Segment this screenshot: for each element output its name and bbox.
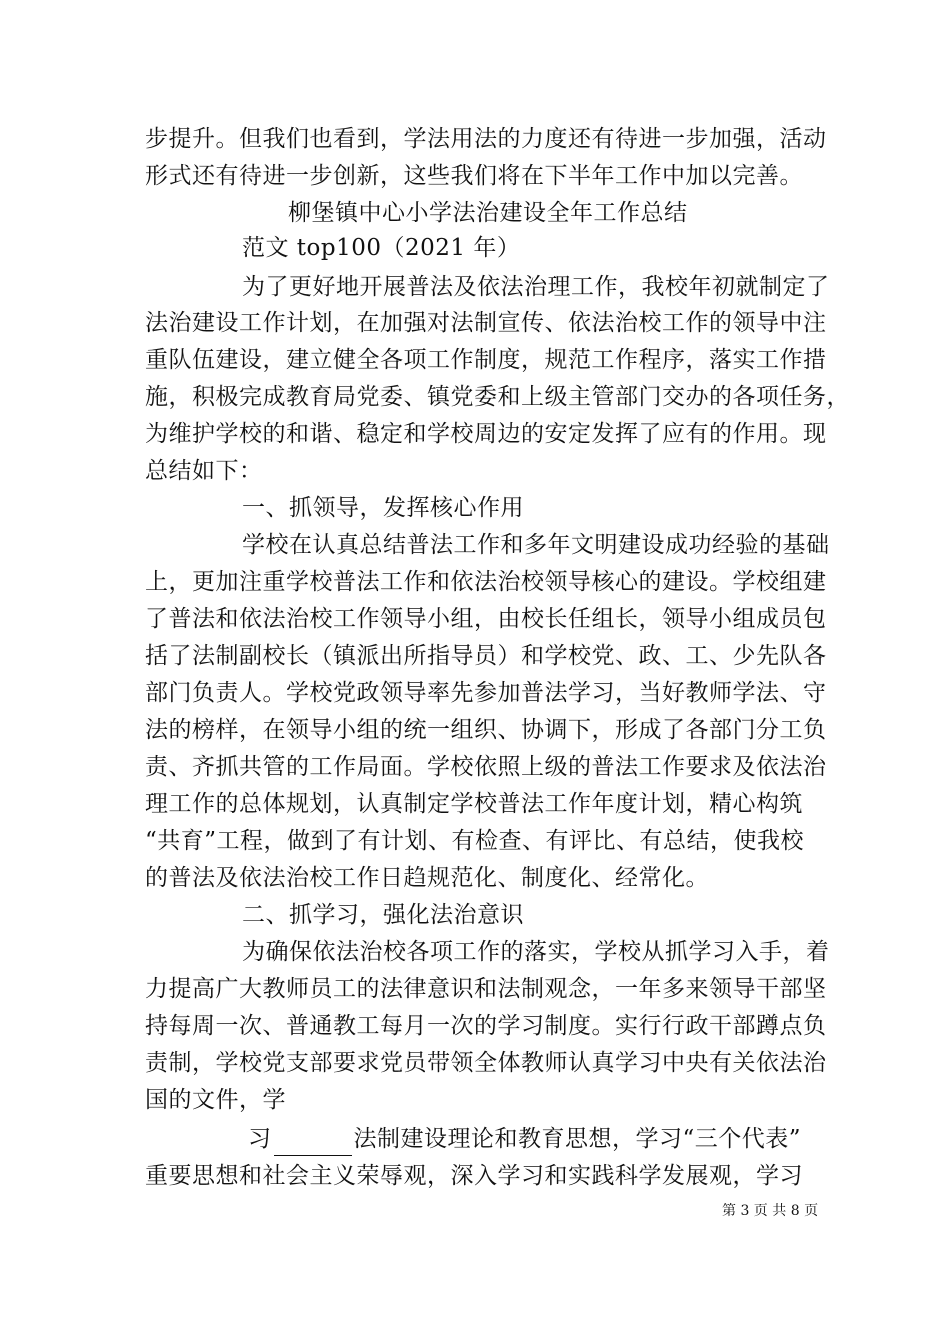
text-line: 学校在认真总结普法工作和多年文明建设成功经验的基础 bbox=[242, 532, 830, 558]
text-line: 施，积极完成教育局党委、镇党委和上级主管部门交办的各项任务， bbox=[145, 384, 850, 410]
text-line: 括了法制副校长（镇派出所指导员）和学校党、政、工、少先队各 bbox=[145, 643, 827, 669]
text-line: 法治建设工作计划，在加强对法制宣传、依法治校工作的领导中注 bbox=[145, 310, 827, 336]
text-line: 上，更加注重学校普法工作和依法治校领导核心的建设。学校组建 bbox=[145, 569, 827, 595]
document-title: 柳堡镇中心小学法治建设全年工作总结 bbox=[288, 200, 688, 226]
text-line: 为了更好地开展普法及依法治理工作，我校年初就制定了 bbox=[242, 274, 830, 300]
text-line: 为确保依法治校各项工作的落实，学校从抓学习入手，着 bbox=[242, 939, 830, 965]
section-heading: 二、抓学习，强化法治意识 bbox=[242, 902, 524, 928]
text-line: 部门负责人。学校党政领导率先参加普法学习，当好教师学法、守 bbox=[145, 680, 827, 706]
text-line: 法的榜样，在领导小组的统一组织、协调下，形成了各部门分工负 bbox=[145, 717, 827, 743]
text-fragment: 习 bbox=[248, 1126, 272, 1152]
fill-in-blank bbox=[274, 1133, 352, 1156]
document-subtitle: 范文 top100（2021 年） bbox=[242, 235, 521, 261]
text-line: “共育”工程，做到了有计划、有检查、有评比、有总结，使我校 bbox=[145, 828, 805, 854]
section-heading: 一、抓领导，发挥核心作用 bbox=[242, 495, 524, 521]
text-line: 总结如下： bbox=[145, 458, 263, 484]
text-line: 重队伍建设，建立健全各项工作制度，规范工作程序，落实工作措 bbox=[145, 347, 827, 373]
text-line-with-blank bbox=[248, 1122, 801, 1156]
text-fragment: 法制建设理论和教育思想，学习“三个代表” bbox=[353, 1126, 802, 1152]
text-line: 力提高广大教师员工的法律意识和法制观念，一年多来领导干部坚 bbox=[145, 976, 827, 1002]
text-line: 持每周一次、普通教工每月一次的学习制度。实行行政干部蹲点负 bbox=[145, 1013, 827, 1039]
text-line: 为维护学校的和谐、稳定和学校周边的安定发挥了应有的作用。现 bbox=[145, 421, 827, 447]
text-line: 责制，学校党支部要求党员带领全体教师认真学习中央有关依法治 bbox=[145, 1050, 827, 1076]
text-line: 的普法及依法治校工作日趋规范化、制度化、经常化。 bbox=[145, 865, 709, 891]
text-line: 国的文件，学 bbox=[145, 1087, 286, 1113]
text-line: 了普法和依法治校工作领导小组，由校长任组长，领导小组成员包 bbox=[145, 606, 827, 632]
text-line: 步提升。但我们也看到，学法用法的力度还有待进一步加强，活动 bbox=[145, 126, 827, 152]
text-line: 责、齐抓共管的工作局面。学校依照上级的普法工作要求及依法治 bbox=[145, 754, 827, 780]
text-line: 理工作的总体规划，认真制定学校普法工作年度计划，精心构筑 bbox=[145, 791, 803, 817]
text-line: 形式还有待进一步创新，这些我们将在下半年工作中加以完善。 bbox=[145, 163, 803, 189]
page-number: 第 3 页 共 8 页 bbox=[722, 1203, 819, 1219]
text-line: 重要思想和社会主义荣辱观，深入学习和实践科学发展观，学习 bbox=[145, 1163, 803, 1189]
